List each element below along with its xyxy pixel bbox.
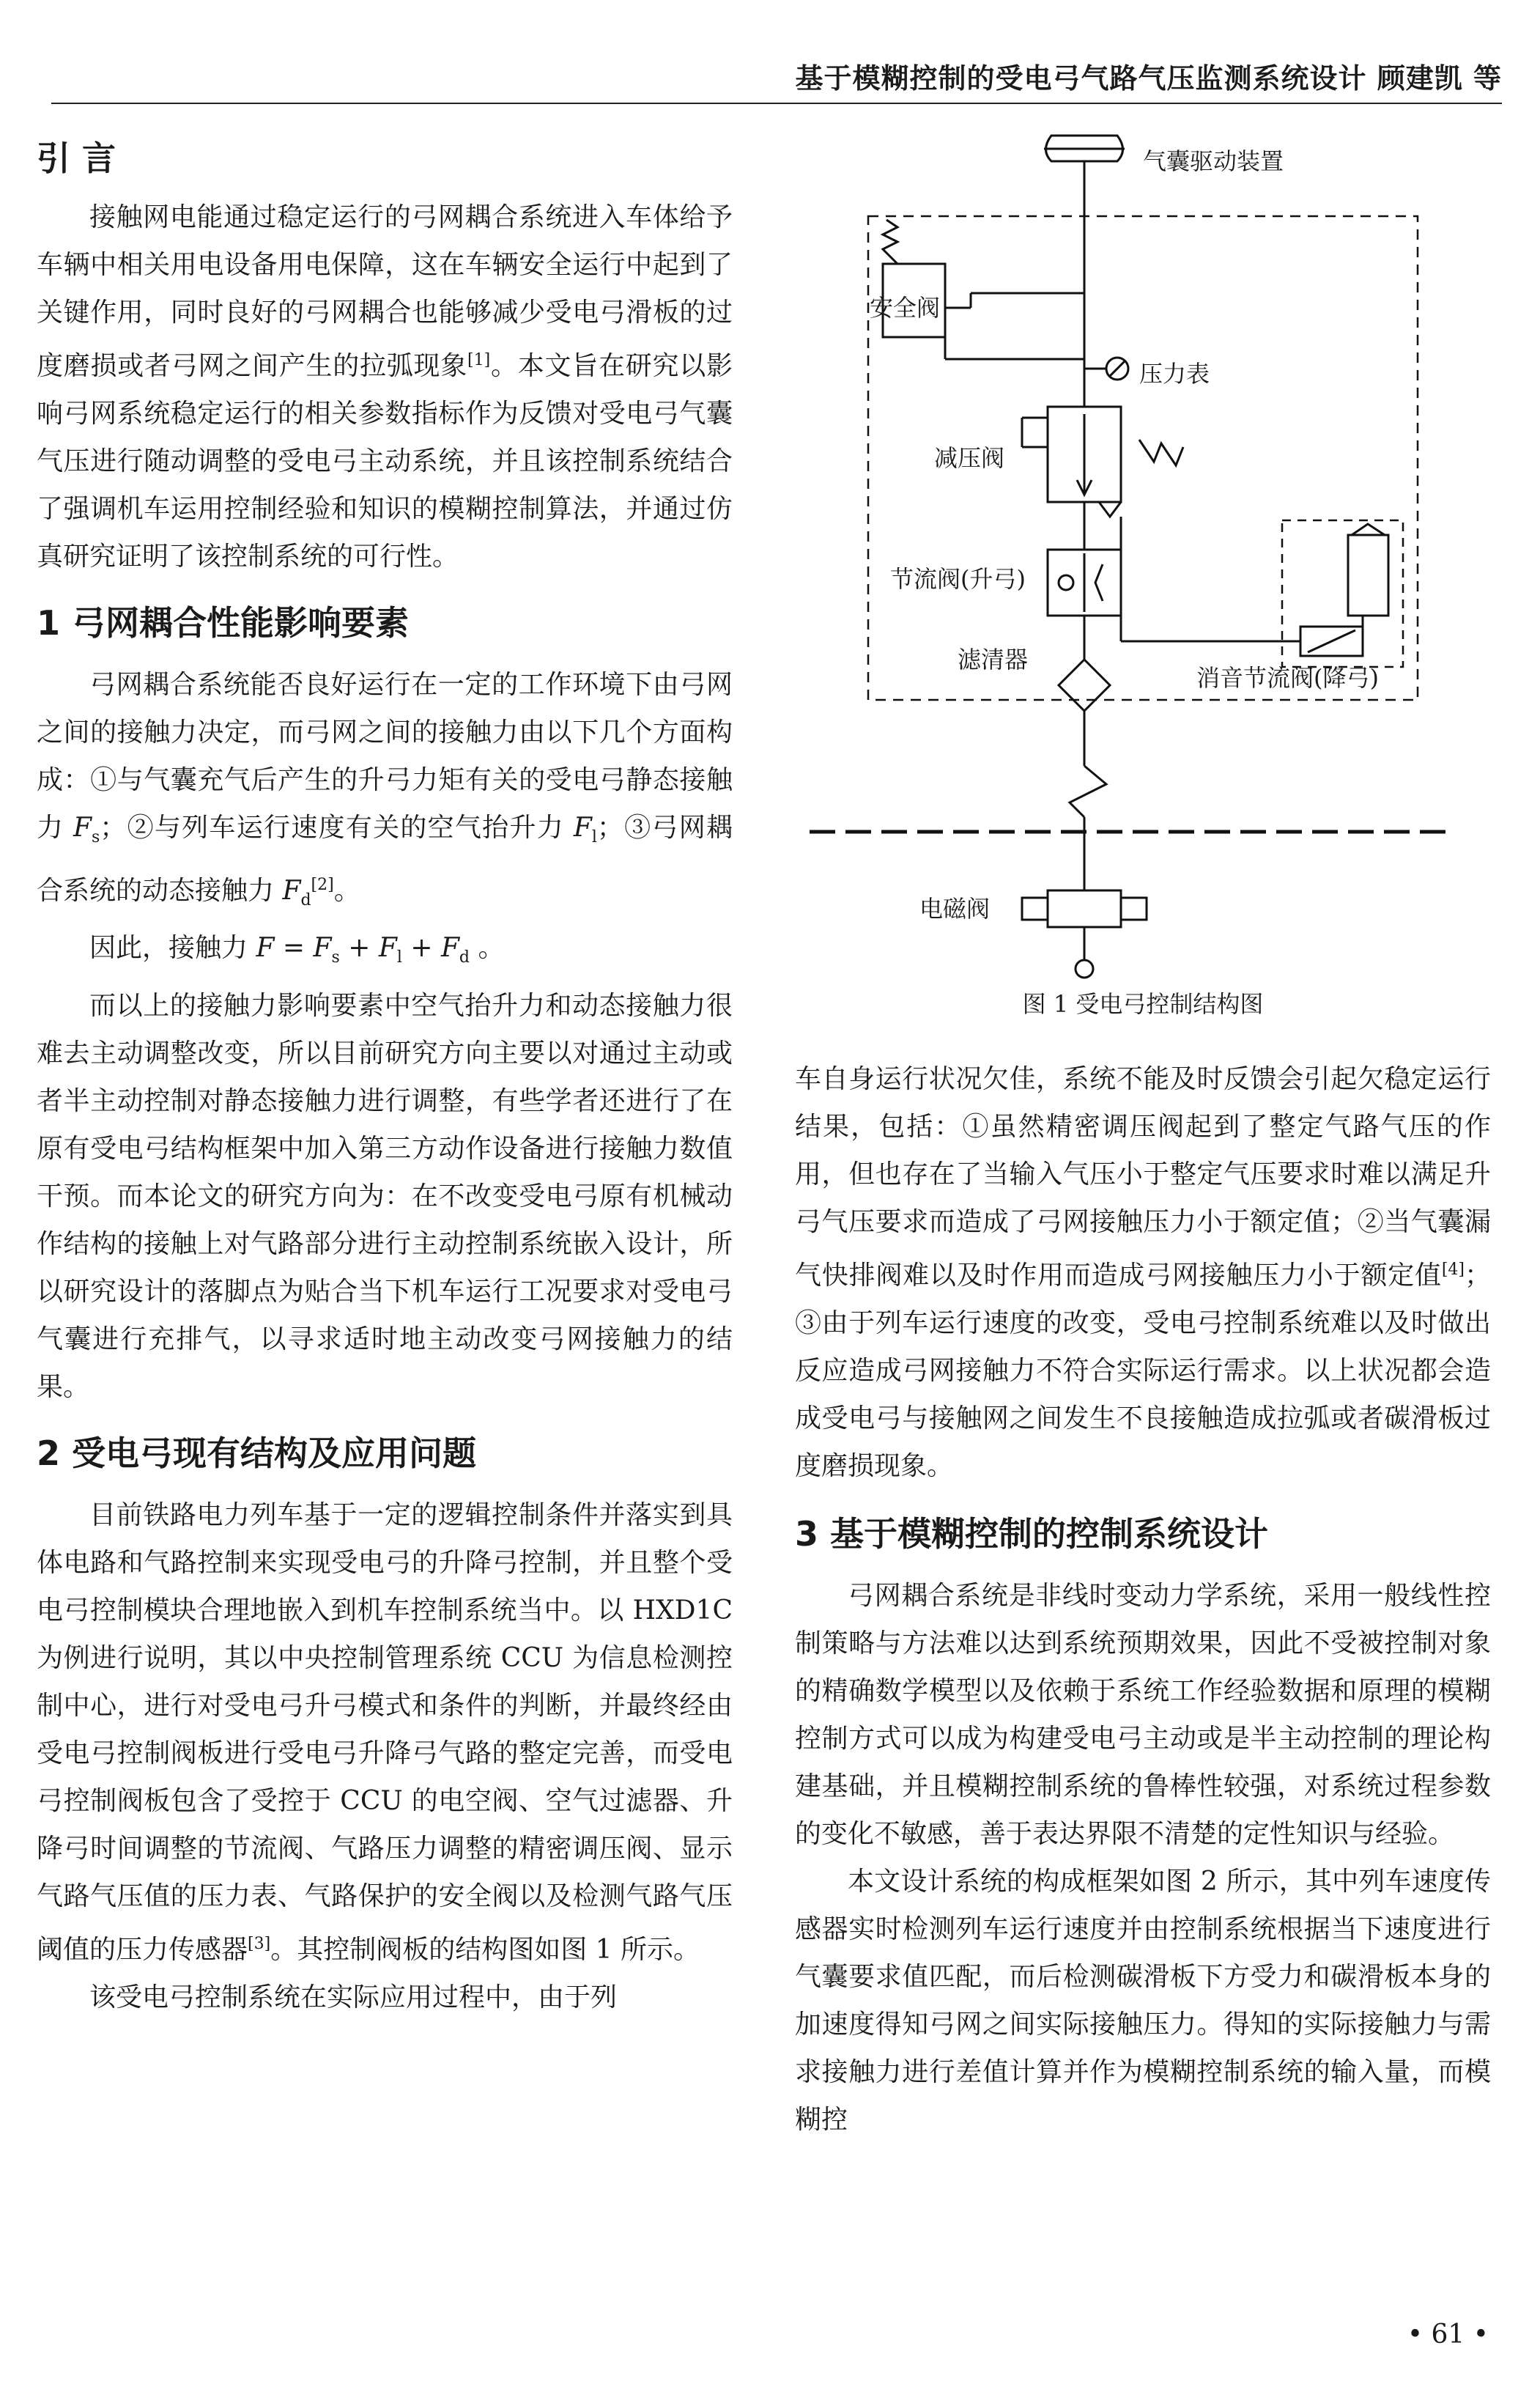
s1-text-a: 弓网耦合系统能否良好运行在一定的工作环境下由弓网之间的接触力决定，而弓网之间的接触力由以下几个方面构成：①与气囊充气后产生的升弓力矩有关的受电弓静态接触力 — [37, 670, 733, 843]
label-pressure-gauge: 压力表 — [1139, 360, 1210, 388]
plus-sign: + — [401, 933, 441, 964]
citation-3: [3] — [248, 1934, 271, 1953]
s1p2-end: 。 — [470, 933, 505, 964]
symbol-F: F — [440, 933, 459, 964]
label-airbag: 气囊驱动装置 — [1143, 147, 1284, 175]
intro-text: 接触网电能通过稳定运行的弓网耦合系统进入车体给予车辆中相关用电设备用电保障，这在车辆安全运行中起到了关键作用，同时良好的弓网耦合也能够减少受电弓滑板的过度磨损或者弓网之间产生的拉弧现象 — [37, 202, 733, 381]
section-3-heading: 3 基于模糊控制的控制系统设计 — [795, 1514, 1269, 1554]
section-1-paragraph-1 — [37, 661, 733, 924]
s2-text-tail: 。其控制阀板的结构图如图 1 所示。 — [270, 1934, 700, 1965]
s2-cont-text-b: ；③由于列车运行速度的改变，受电弓控制系统难以及时做出反应造成弓网接触力不符合实际运行需求。以上状况都会造成受电弓与接触网之间发生不良接触造成拉弧或者碳滑板过度磨损现象。 — [795, 1261, 1491, 1481]
s1p2-text: 因此，接触力 — [89, 933, 256, 964]
citation-2: [2] — [311, 876, 334, 895]
symbol-F: F — [313, 933, 332, 964]
section-1-paragraph-2 — [37, 924, 733, 981]
page-number: • 61 • — [1407, 2320, 1489, 2350]
section-2-heading: 2 受电弓现有结构及应用问题 — [37, 1433, 477, 1473]
section-2-continuation — [795, 1055, 1491, 1490]
subscript-d: d — [300, 891, 311, 910]
section-2-paragraph-2: 该受电弓控制系统在实际应用过程中，由于列 — [89, 1982, 618, 2012]
symbol-F: F — [573, 813, 592, 843]
left-column — [37, 125, 733, 2021]
filter-icon — [1059, 660, 1110, 711]
label-filter: 滤清器 — [958, 646, 1029, 674]
section-3-paragraph-1: 弓网耦合系统是非线时变动力学系统，采用一般线性控制策略与方法难以达到系统预期效果，因此不受被控制对象的精确数学模型以及依赖于系统工作经验数据和原理的模糊控制方式可以成为构建受电弓主动或是半主动控制的理论构建基础，并且模糊控制系统的鲁棒性较强，对系统过程参数的变化不敏感，善于表达界限不清楚的定性知识与经验。 — [795, 1581, 1491, 1849]
label-throttle-up: 节流阀(升弓) — [890, 565, 1026, 593]
section-3-paragraph-2: 本文设计系统的构成框架如图 2 所示，其中列车速度传感器实时检测列车运行速度并由控制系统根据当下速度进行气囊要求值匹配，而后检测碳滑板下方受力和碳滑板本身的加速度得知弓网之间实际接触压力。得知的实际接触力与需求接触力进行差值计算并作为模糊控制系统的输入量，而模糊控 — [795, 1867, 1491, 2135]
symbol-F: F — [256, 933, 275, 964]
s1-text-b: ；②与列车运行速度有关的空气抬升力 — [100, 813, 574, 843]
plus-sign: + — [339, 933, 379, 964]
intro-paragraph — [37, 193, 733, 580]
right-column — [795, 1055, 1491, 2144]
subscript-s: s — [331, 948, 340, 967]
running-header — [51, 51, 1502, 104]
subscript-d: d — [459, 948, 470, 967]
running-title: 基于模糊控制的受电弓气路气压监测系统设计 顾建凯 等 — [795, 62, 1502, 95]
intro-heading: 引 言 — [37, 139, 116, 178]
label-solenoid-valve: 电磁阀 — [919, 895, 991, 923]
intro-text-tail: 。本文旨在研究以影响弓网系统稳定运行的相关参数指标作为反馈对受电弓气囊气压进行随动调整的受电弓主动系统，并且该控制系统结合了强调机车运用控制经验和知识的模糊控制算法，并通过仿真研究证明了该控制系统的可行性。 — [37, 351, 733, 572]
pneumatic-diagram — [795, 125, 1491, 982]
symbol-F: F — [73, 813, 92, 843]
air-inlet-icon — [1076, 960, 1093, 978]
s1-text-end: 。 — [333, 876, 360, 907]
label-muffler-throttle: 消音节流阀(降弓) — [1196, 664, 1379, 692]
symbol-F: F — [282, 876, 301, 907]
figure-1 — [795, 125, 1491, 1033]
symbol-F: F — [378, 933, 397, 964]
citation-4: [4] — [1441, 1261, 1465, 1279]
section-1-heading: 1 弓网耦合性能影响要素 — [37, 603, 410, 643]
citation-1: [1] — [467, 351, 491, 369]
equals-sign: = — [274, 933, 314, 964]
section-1-paragraph-3: 而以上的接触力影响要素中空气抬升力和动态接触力很难去主动调整改变，所以目前研究方向主要以对通过主动或者半主动控制对静态接触力进行调整，有些学者还进行了在原有受电弓结构框架中加入第三方动作设备进行接触力数值干预。而本论文的研究方向为：在不改变受电弓原有机械动作结构的接触上对气路部分进行主动控制系统嵌入设计，所以研究设计的落脚点为贴合当下机车运行工况要求对受电弓气囊进行充排气，以寻求适时地主动改变弓网接触力的结果。 — [37, 990, 733, 1402]
section-2-paragraph-1 — [37, 1491, 733, 1974]
s2-cont-text-a: 车自身运行状况欠佳，系统不能及时反馈会引起欠稳定运行结果，包括：①虽然精密调压阀起到了整定气路气压的作用，但也存在了当输入气压小于整定气压要求时难以满足升弓气压要求而造成了弓网接触压力小于额定值；②当气囊漏气快排阀难以及时作用而造成弓网接触压力小于额定值 — [795, 1064, 1491, 1291]
figure-caption: 图 1 受电弓控制结构图 — [1022, 990, 1264, 1018]
label-reducing-valve: 减压阀 — [934, 444, 1005, 472]
label-safety-valve: 安全阀 — [870, 294, 941, 322]
subscript-s: s — [92, 828, 100, 847]
subscript-l: l — [396, 948, 402, 967]
s1-text-c: ；③弓网耦合系统的动态接触力 — [37, 813, 733, 907]
subscript-l: l — [591, 828, 597, 847]
s2-text: 目前铁路电力列车基于一定的逻辑控制条件并落实到具体电路和气路控制来实现受电弓的升降弓控制，并且整个受电弓控制模块合理地嵌入到机车控制系统当中。以 HXD1C 为例进行说明，其以中央控制管理系统 CCU 为信息检测控制中心，进行对受电弓升弓模式和条件的判断，并最终经由受电弓控制阀板进行受电弓升降弓气路的整定完善，而受电弓控制阀板包含了受控于 CCU 的电空阀、空气过滤器、升降弓时间调整的节流阀、气路压力调整的精密调压阀、显示气路气压值的压力表、气路保护的安全阀以及检测气路气压阈值的压力传感器 — [37, 1499, 733, 1965]
solenoid-valve-icon — [1048, 890, 1121, 927]
